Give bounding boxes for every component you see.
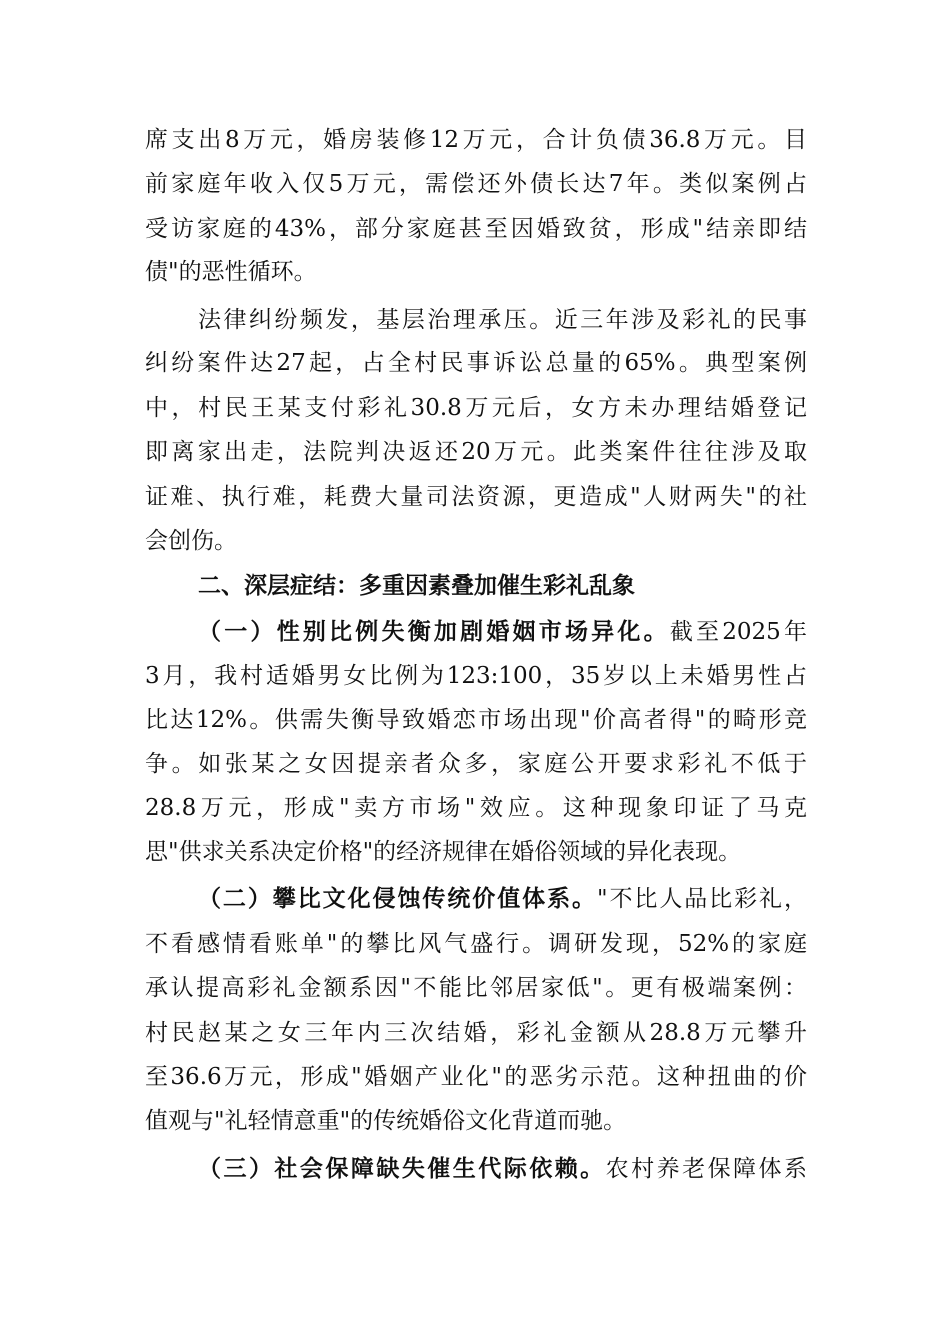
text-span: "不比人品比彩礼， (596, 886, 807, 912)
text-line: 债"的恶性循环。 (145, 259, 317, 285)
text-line: 法律纠纷频发，基层治理承压。近三年涉及彩礼的民事 (198, 307, 807, 333)
text-line: 至36.6万元，形成"婚姻产业化"的恶劣示范。这种扭曲的价 (145, 1064, 807, 1090)
text-line: 3月，我村适婚男女比例为123:100，35岁以上未婚男性占 (145, 663, 807, 689)
text-line: 村民赵某之女三年内三次结婚，彩礼金额从28.8万元攀升 (145, 1020, 807, 1046)
text-line (198, 615, 807, 649)
text-line: 纠纷案件达27起，占全村民事诉讼总量的65%。典型案例 (145, 350, 807, 376)
text-line: 席支出8万元，婚房装修12万元，合计负债36.8万元。目 (145, 127, 807, 153)
text-line: 不看感情看账单"的攀比风气盛行。调研发现，52%的家庭 (145, 931, 807, 957)
subheading: （三）社会保障缺失催生代际依赖。 (198, 1155, 606, 1182)
text-line: 受访家庭的43%，部分家庭甚至因婚致贫，形成"结亲即结 (145, 216, 807, 242)
text-line: 即离家出走，法院判决返还20万元。此类案件往往涉及取 (145, 439, 807, 465)
text-span: 截至2025年 (669, 619, 807, 645)
text-line (198, 882, 807, 916)
text-line: 前家庭年收入仅5万元，需偿还外债长达7年。类似案例占 (145, 171, 807, 197)
text-line: 值观与"礼轻情意重"的传统婚俗文化背道而驰。 (145, 1108, 627, 1134)
text-line: 比达12%。供需失衡导致婚恋市场出现"价高者得"的畸形竞 (145, 707, 807, 733)
text-line (198, 1152, 807, 1186)
text-line: 会创伤。 (145, 528, 237, 554)
text-line: 争。如张某之女因提亲者众多，家庭公开要求彩礼不低于 (145, 751, 807, 777)
text-line: 承认提高彩礼金额系因"不能比邻居家低"。更有极端案例： (145, 975, 807, 1001)
subheading: （一）性别比例失衡加剧婚姻市场异化。 (198, 618, 670, 645)
text-span: 农村养老保障体系 (605, 1156, 808, 1182)
subheading: （二）攀比文化侵蚀传统价值体系。 (198, 885, 597, 912)
text-line: 中，村民王某支付彩礼30.8万元后，女方未办理结婚登记 (145, 395, 807, 421)
text-line: 28.8万元，形成"卖方市场"效应。这种现象印证了马克 (145, 795, 807, 821)
section-heading: 二、深层症结：多重因素叠加催生彩礼乱象 (198, 572, 635, 599)
text-line: 思"供求关系决定价格"的经济规律在婚俗领域的异化表现。 (145, 839, 742, 865)
text-line: 证难、执行难，耗费大量司法资源，更造成"人财两失"的社 (145, 484, 807, 510)
